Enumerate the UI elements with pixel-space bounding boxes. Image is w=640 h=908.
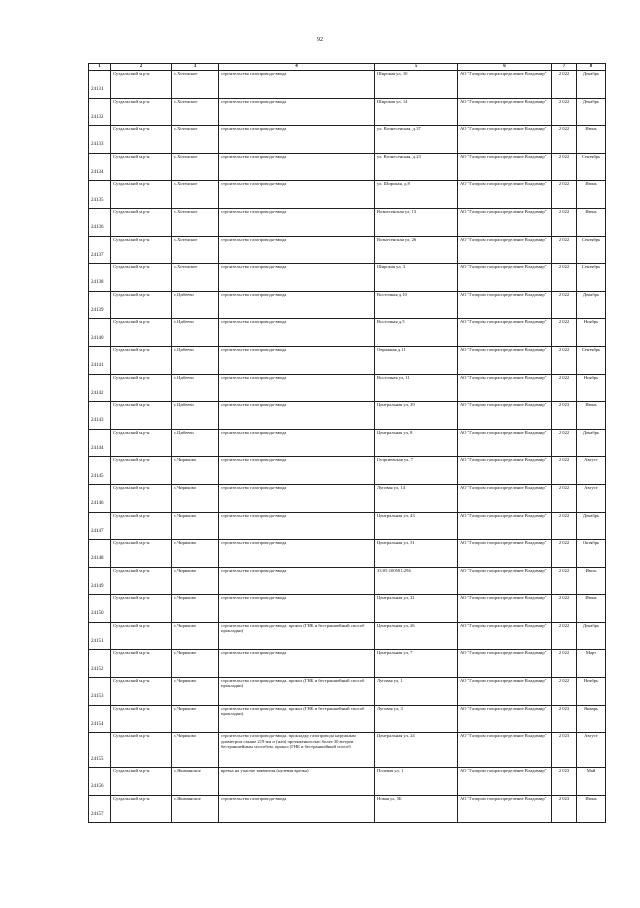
row-number-cell: 24157 [89, 795, 111, 823]
year-cell: 2 022 [552, 622, 577, 650]
settlement-cell: с.Хотенское [172, 181, 219, 209]
year-cell: 2 022 [552, 236, 577, 264]
month-cell: Июнь [577, 208, 606, 236]
settlement-cell: с.Чириково [172, 540, 219, 568]
work-type-cell: строительство газопровода-ввода [219, 512, 375, 540]
table-row [89, 705, 606, 733]
table-row [89, 236, 606, 264]
row-number-cell: 24141 [89, 346, 111, 374]
settlement-cell: с.Чириково [172, 512, 219, 540]
address-cell: Широкая ул, 10 [375, 71, 458, 99]
organization-cell: АО "Газпром газораспределение Владимир" [458, 264, 552, 292]
address-cell: Георгиевская ул, 7 [375, 457, 458, 485]
table-body [89, 71, 606, 823]
address-cell: ул. Вознесенская, д.37 [375, 126, 458, 154]
district-cell: Суздальский м.р-н [111, 346, 172, 374]
month-cell: Ноябрь [577, 678, 606, 706]
month-cell: Январь [577, 705, 606, 733]
year-cell: 2 022 [552, 374, 577, 402]
month-cell: Сентябрь [577, 236, 606, 264]
work-type-cell: строительство газопровода-ввода [219, 264, 375, 292]
work-type-cell: строительство газопровода-ввода [219, 291, 375, 319]
address-cell: Центральная ул, 7 [375, 650, 458, 678]
row-number-cell: 24140 [89, 319, 111, 347]
district-cell: Суздальский м.р-н [111, 650, 172, 678]
district-cell: Суздальский м.р-н [111, 402, 172, 430]
table-row [89, 457, 606, 485]
district-cell: Суздальский м.р-н [111, 374, 172, 402]
organization-cell: АО "Газпром газораспределение Владимир" [458, 71, 552, 99]
address-cell: 33:05:100501:294 [375, 567, 458, 595]
month-cell: Июнь [577, 181, 606, 209]
settlement-cell: с.Якиманское [172, 795, 219, 823]
district-cell: Суздальский м.р-н [111, 208, 172, 236]
table-row [89, 768, 606, 796]
settlement-cell: с.Чириково [172, 650, 219, 678]
year-cell: 2 022 [552, 457, 577, 485]
table-row [89, 678, 606, 706]
address-cell: Центральная ул, 8 [375, 429, 458, 457]
settlement-cell: с.Цибеево [172, 402, 219, 430]
settlement-cell: с.Чириково [172, 733, 219, 768]
row-number-cell: 24134 [89, 153, 111, 181]
month-cell: Июль [577, 567, 606, 595]
district-cell: Суздальский м.р-н [111, 678, 172, 706]
settlement-cell: с.Цибеево [172, 374, 219, 402]
month-cell: Декабрь [577, 512, 606, 540]
organization-cell: АО "Газпром газораспределение Владимир" [458, 678, 552, 706]
district-cell: Суздальский м.р-н [111, 264, 172, 292]
district-cell: Суздальский м.р-н [111, 71, 172, 99]
month-cell: Декабрь [577, 291, 606, 319]
table-row [89, 319, 606, 347]
district-cell: Суздальский м.р-н [111, 429, 172, 457]
organization-cell: АО "Газпром газораспределение Владимир" [458, 705, 552, 733]
settlement-cell: с.Чириково [172, 567, 219, 595]
column-header: 7 [552, 64, 577, 71]
work-type-cell: строительство газопровода-ввода [219, 126, 375, 154]
year-cell: 2 022 [552, 319, 577, 347]
row-number-cell: 24150 [89, 595, 111, 623]
year-cell: 2 023 [552, 402, 577, 430]
organization-cell: АО "Газпром газораспределение Владимир" [458, 402, 552, 430]
row-number-cell: 24143 [89, 402, 111, 430]
row-number-cell: 24146 [89, 484, 111, 512]
column-header: 4 [219, 64, 375, 71]
work-type-cell: строительство газопровода-ввода [219, 540, 375, 568]
table-row [89, 374, 606, 402]
row-number-cell: 24136 [89, 208, 111, 236]
row-number-cell: 24147 [89, 512, 111, 540]
column-header: 2 [111, 64, 172, 71]
year-cell: 2 022 [552, 208, 577, 236]
district-cell: Суздальский м.р-н [111, 484, 172, 512]
district-cell: Суздальский м.р-н [111, 622, 172, 650]
year-cell: 2 022 [552, 71, 577, 99]
district-cell: Суздальский м.р-н [111, 540, 172, 568]
column-header: 5 [375, 64, 458, 71]
work-type-cell: строительство газопровода-ввода, прокол (ГНБ и бестраншейный способ прокладки) [219, 622, 375, 650]
row-number-cell: 24131 [89, 71, 111, 99]
settlement-cell: с.Чириково [172, 595, 219, 623]
year-cell: 2 022 [552, 126, 577, 154]
year-cell: 2 022 [552, 678, 577, 706]
year-cell: 2 023 [552, 795, 577, 823]
table-row [89, 429, 606, 457]
address-cell: Широкая ул, 14 [375, 98, 458, 126]
table-row [89, 484, 606, 512]
year-cell: 2 022 [552, 512, 577, 540]
settlement-cell: с.Цибеево [172, 346, 219, 374]
month-cell: Август [577, 733, 606, 768]
settlement-cell: с.Чириково [172, 484, 219, 512]
gas-connection-table [88, 63, 606, 823]
organization-cell: АО "Газпром газораспределение Владимир" [458, 346, 552, 374]
table-row [89, 346, 606, 374]
table-row [89, 595, 606, 623]
work-type-cell: строительство газопровода-ввода [219, 236, 375, 264]
table-row [89, 540, 606, 568]
work-type-cell: строительство газопровода-ввода [219, 484, 375, 512]
work-type-cell: врезка на участке заявителя (нулевая врезка) [219, 768, 375, 796]
row-number-cell: 24138 [89, 264, 111, 292]
address-cell: Центральная ул, 26 [375, 622, 458, 650]
address-cell: Овражная д.11 [375, 346, 458, 374]
organization-cell: АО "Газпром газораспределение Владимир" [458, 153, 552, 181]
organization-cell: АО "Газпром газораспределение Владимир" [458, 595, 552, 623]
month-cell: Октябрь [577, 540, 606, 568]
address-cell: Луговая ул, 1 [375, 678, 458, 706]
year-cell: 2 022 [552, 540, 577, 568]
district-cell: Суздальский м.р-н [111, 457, 172, 485]
row-number-cell: 24156 [89, 768, 111, 796]
work-type-cell: строительство газопровода-ввода, прокол (ГНБ и бестраншейный способ прокладки) [219, 678, 375, 706]
month-cell: Сентябрь [577, 264, 606, 292]
organization-cell: АО "Газпром газораспределение Владимир" [458, 733, 552, 768]
address-cell: Луговая ул, 3 [375, 705, 458, 733]
page-number: 92 [317, 37, 323, 43]
district-cell: Суздальский м.р-н [111, 768, 172, 796]
organization-cell: АО "Газпром газораспределение Владимир" [458, 98, 552, 126]
address-cell: Восточная д.10 [375, 291, 458, 319]
column-header: 8 [577, 64, 606, 71]
address-cell: Центральная ул, 29 [375, 402, 458, 430]
table-row [89, 208, 606, 236]
organization-cell: АО "Газпром газораспределение Владимир" [458, 622, 552, 650]
month-cell: Июнь [577, 595, 606, 623]
organization-cell: АО "Газпром газораспределение Владимир" [458, 181, 552, 209]
month-cell: Ноябрь [577, 319, 606, 347]
row-number-cell: 24137 [89, 236, 111, 264]
work-type-cell: строительство газопровода-ввода [219, 650, 375, 678]
organization-cell: АО "Газпром газораспределение Владимир" [458, 429, 552, 457]
settlement-cell: с.Хотенское [172, 264, 219, 292]
address-cell: Полевая ул, 1 [375, 768, 458, 796]
year-cell: 2 022 [552, 567, 577, 595]
settlement-cell: с.Цибеево [172, 291, 219, 319]
table-row [89, 795, 606, 823]
settlement-cell: с.Чириково [172, 622, 219, 650]
settlement-cell: с.Хотенское [172, 71, 219, 99]
row-number-cell: 24135 [89, 181, 111, 209]
row-number-cell: 24152 [89, 650, 111, 678]
district-cell: Суздальский м.р-н [111, 512, 172, 540]
work-type-cell: строительство газопровода-ввода [219, 71, 375, 99]
organization-cell: АО "Газпром газораспределение Владимир" [458, 484, 552, 512]
organization-cell: АО "Газпром газораспределение Владимир" [458, 768, 552, 796]
organization-cell: АО "Газпром газораспределение Владимир" [458, 374, 552, 402]
table-row [89, 181, 606, 209]
district-cell: Суздальский м.р-н [111, 319, 172, 347]
month-cell: Август [577, 457, 606, 485]
work-type-cell: строительство газопровода-ввода, прокладку газопровода наружным диаметром свыше 219 мм и (или) протяженностью более 30 метров бестраншейным способом, прокол (ГНБ и бестраншейный способ [219, 733, 375, 768]
work-type-cell: строительство газопровода-ввода [219, 181, 375, 209]
settlement-cell: с.Якиманское [172, 768, 219, 796]
address-cell: Центральная ул, 21 [375, 595, 458, 623]
settlement-cell: с.Чириково [172, 678, 219, 706]
work-type-cell: строительство газопровода-ввода [219, 346, 375, 374]
month-cell: Декабрь [577, 98, 606, 126]
table-row [89, 291, 606, 319]
organization-cell: АО "Газпром газораспределение Владимир" [458, 208, 552, 236]
address-cell: Центральная ул, 24 [375, 733, 458, 768]
table-row [89, 98, 606, 126]
district-cell: Суздальский м.р-н [111, 291, 172, 319]
month-cell: Декабрь [577, 429, 606, 457]
work-type-cell: строительство газопровода-ввода [219, 457, 375, 485]
settlement-cell: с.Цибеево [172, 319, 219, 347]
work-type-cell: строительство газопровода-ввода [219, 567, 375, 595]
table-row [89, 512, 606, 540]
organization-cell: АО "Газпром газораспределение Владимир" [458, 650, 552, 678]
year-cell: 2 022 [552, 98, 577, 126]
address-cell: Центральная ул, 43 [375, 512, 458, 540]
district-cell: Суздальский м.р-н [111, 595, 172, 623]
month-cell: Декабрь [577, 622, 606, 650]
table-row [89, 264, 606, 292]
row-number-cell: 24142 [89, 374, 111, 402]
table-row [89, 126, 606, 154]
work-type-cell: строительство газопровода-ввода [219, 208, 375, 236]
row-number-cell: 24133 [89, 126, 111, 154]
settlement-cell: с.Цибеево [172, 429, 219, 457]
row-number-cell: 24149 [89, 567, 111, 595]
work-type-cell: строительство газопровода-ввода [219, 429, 375, 457]
settlement-cell: с.Хотенское [172, 153, 219, 181]
work-type-cell: строительство газопровода-ввода [219, 402, 375, 430]
address-cell: Центральная ул, 51 [375, 540, 458, 568]
year-cell: 2 022 [552, 346, 577, 374]
row-number-cell: 24155 [89, 733, 111, 768]
work-type-cell: строительство газопровода-ввода [219, 98, 375, 126]
column-header: 6 [458, 64, 552, 71]
work-type-cell: строительство газопровода-ввода, прокол (ГНБ и бестраншейный способ прокладки) [219, 705, 375, 733]
table-row [89, 622, 606, 650]
district-cell: Суздальский м.р-н [111, 98, 172, 126]
organization-cell: АО "Газпром газораспределение Владимир" [458, 236, 552, 264]
row-number-cell: 24145 [89, 457, 111, 485]
organization-cell: АО "Газпром газораспределение Владимир" [458, 540, 552, 568]
table-row [89, 650, 606, 678]
year-cell: 2 023 [552, 733, 577, 768]
work-type-cell: строительство газопровода-ввода [219, 319, 375, 347]
row-number-cell: 24132 [89, 98, 111, 126]
work-type-cell: строительство газопровода-ввода [219, 153, 375, 181]
row-number-cell: 24148 [89, 540, 111, 568]
year-cell: 2 022 [552, 264, 577, 292]
district-cell: Суздальский м.р-н [111, 733, 172, 768]
address-cell: Широкая ул, 3 [375, 264, 458, 292]
row-number-cell: 24139 [89, 291, 111, 319]
settlement-cell: с.Хотенское [172, 236, 219, 264]
year-cell: 2 022 [552, 650, 577, 678]
table-row [89, 567, 606, 595]
year-cell: 2 022 [552, 484, 577, 512]
year-cell: 2 023 [552, 768, 577, 796]
settlement-cell: с.Хотенское [172, 208, 219, 236]
month-cell: Ноябрь [577, 374, 606, 402]
district-cell: Суздальский м.р-н [111, 181, 172, 209]
address-cell: ул. Широкая, д.8 [375, 181, 458, 209]
work-type-cell: строительство газопровода-ввода [219, 795, 375, 823]
year-cell: 2 023 [552, 705, 577, 733]
district-cell: Суздальский м.р-н [111, 795, 172, 823]
year-cell: 2 022 [552, 595, 577, 623]
settlement-cell: с.Хотенское [172, 98, 219, 126]
row-number-cell: 24154 [89, 705, 111, 733]
row-number-cell: 24144 [89, 429, 111, 457]
month-cell: Июнь [577, 402, 606, 430]
month-cell: Июнь [577, 795, 606, 823]
organization-cell: АО "Газпром газораспределение Владимир" [458, 567, 552, 595]
column-header: 3 [172, 64, 219, 71]
address-cell: Вознесенская ул, 13 [375, 208, 458, 236]
district-cell: Суздальский м.р-н [111, 567, 172, 595]
address-cell: Восточная д.5 [375, 319, 458, 347]
organization-cell: АО "Газпром газораспределение Владимир" [458, 457, 552, 485]
row-number-cell: 24151 [89, 622, 111, 650]
year-cell: 2 022 [552, 291, 577, 319]
work-type-cell: строительство газопровода-ввода [219, 595, 375, 623]
district-cell: Суздальский м.р-н [111, 126, 172, 154]
district-cell: Суздальский м.р-н [111, 153, 172, 181]
month-cell: Июнь [577, 126, 606, 154]
address-cell: Новая ул, 5Б [375, 795, 458, 823]
organization-cell: АО "Газпром газораспределение Владимир" [458, 795, 552, 823]
organization-cell: АО "Газпром газораспределение Владимир" [458, 291, 552, 319]
table-row [89, 402, 606, 430]
row-number-cell: 24153 [89, 678, 111, 706]
month-cell: Март [577, 650, 606, 678]
month-cell: Декабрь [577, 71, 606, 99]
work-type-cell: строительство газопровода-ввода [219, 374, 375, 402]
address-cell: Луговая ул, 14 [375, 484, 458, 512]
address-cell: ул. Вознесенская, д.23 [375, 153, 458, 181]
month-cell: Август [577, 484, 606, 512]
organization-cell: АО "Газпром газораспределение Владимир" [458, 126, 552, 154]
month-cell: Май [577, 768, 606, 796]
address-cell: Восточная ул, 11 [375, 374, 458, 402]
settlement-cell: с.Чириково [172, 457, 219, 485]
column-header: 1 [89, 64, 111, 71]
settlement-cell: с.Чириково [172, 705, 219, 733]
settlement-cell: с.Хотенское [172, 126, 219, 154]
month-cell: Сентябрь [577, 346, 606, 374]
district-cell: Суздальский м.р-н [111, 236, 172, 264]
year-cell: 2 022 [552, 181, 577, 209]
table-row [89, 71, 606, 99]
table-row [89, 733, 606, 768]
column-number-row [89, 64, 606, 71]
year-cell: 2 022 [552, 429, 577, 457]
year-cell: 2 022 [552, 153, 577, 181]
table-row [89, 153, 606, 181]
district-cell: Суздальский м.р-н [111, 705, 172, 733]
month-cell: Сентябрь [577, 153, 606, 181]
address-cell: Вознесенская ул, 26 [375, 236, 458, 264]
organization-cell: АО "Газпром газораспределение Владимир" [458, 319, 552, 347]
organization-cell: АО "Газпром газораспределение Владимир" [458, 512, 552, 540]
